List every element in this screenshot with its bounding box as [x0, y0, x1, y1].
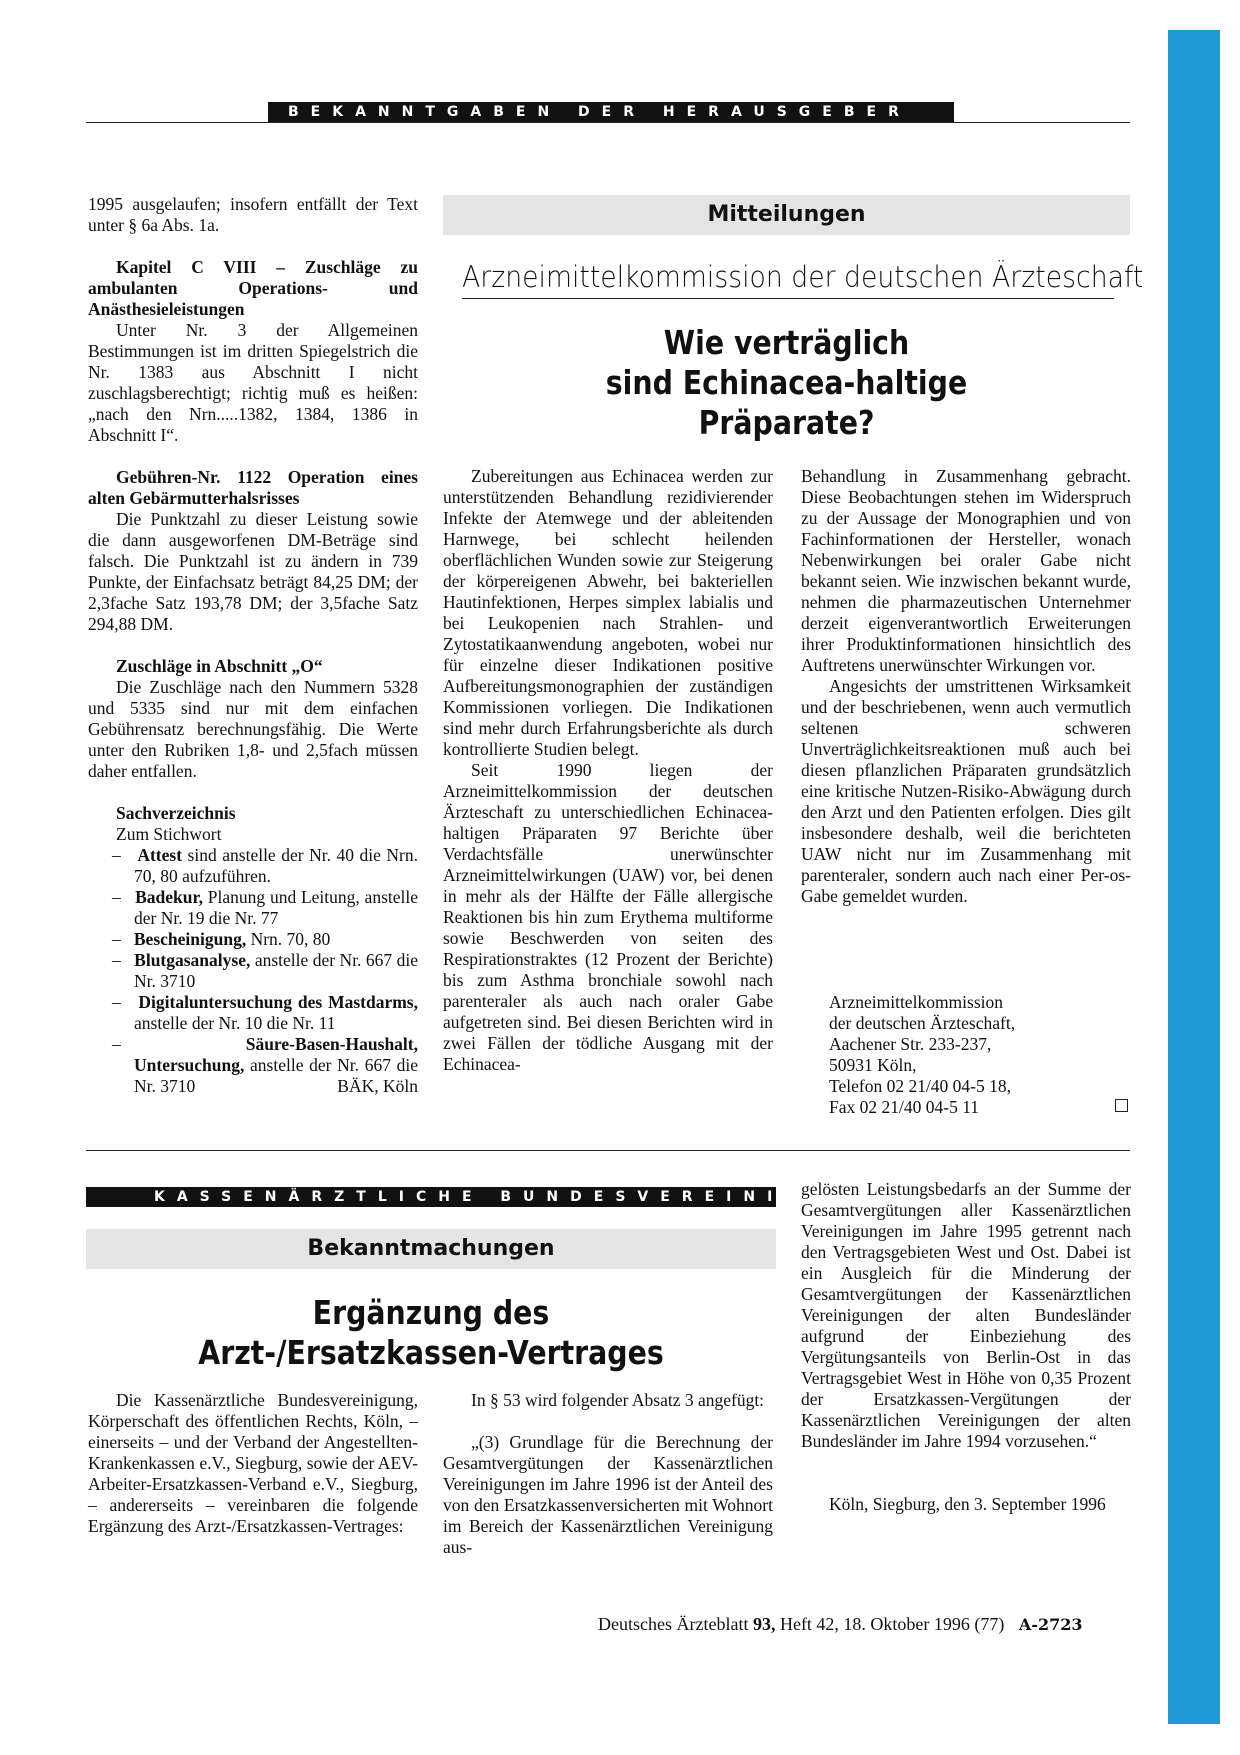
- sachverzeichnis-entry: – Digitaluntersuchung des Mastdarms, anstelle der Nr. 10 die Nr. 11: [112, 992, 418, 1033]
- kbv-column-3: [801, 1179, 1131, 1515]
- sachverzeichnis-entry: – Blutgasanalyse, anstelle der Nr. 667 die Nr. 3710: [112, 950, 418, 991]
- akdae-column-2: [801, 466, 1131, 907]
- left-paragraph: Zum Stichwort: [116, 824, 222, 844]
- header-rule: [86, 122, 1130, 123]
- entry-text: sind anstelle der Nr. 40 die Nrn. 70, 80 aufzuführen.: [134, 845, 419, 886]
- title-line: Präparate?: [698, 403, 875, 442]
- address-line: Fax 02 21/40 04-5 11: [829, 1097, 980, 1117]
- signature-baek: BÄK, Köln: [337, 1076, 418, 1096]
- entry-text: Planung und Leitung, anstelle der Nr. 19 die Nr. 77: [134, 887, 419, 928]
- end-mark-box: [1115, 1099, 1128, 1117]
- entry-keyword: Attest: [137, 845, 183, 865]
- sachverzeichnis-entry: – Attest sind anstelle der Nr. 40 die Nrn. 70, 80 aufzuführen.: [112, 845, 419, 886]
- left-paragraph: Unter Nr. 3 der Allgemeinen Bestimmungen ist im dritten Spiegelstrich die Nr. 1383 aus Abschnitt I nicht zuschlagsberechtigt; richtig muß es heißen: „nach den Nrn.....1382, 1384, 1386 in Abschnitt I“.: [88, 320, 418, 445]
- kbv-column-1: [88, 1390, 418, 1537]
- address-line: 50931 Köln,: [829, 1055, 917, 1075]
- entry-keyword: Digitaluntersuchung des Mastdarms,: [138, 992, 418, 1012]
- entry-text: anstelle der Nr. 10 die Nr. 11: [134, 1013, 336, 1033]
- kbv-label: KASSENÄRZTLICHE BUNDESVEREINIGUNG: [86, 1187, 776, 1207]
- source-rule: [462, 298, 1114, 299]
- address-line: der deutschen Ärzteschaft,: [829, 1013, 1016, 1033]
- left-column: [88, 194, 418, 1097]
- address-line: Telefon 02 21/40 04-5 18,: [829, 1076, 1012, 1096]
- title-line: Arzt-/Ersatzkassen-Vertrages: [198, 1333, 664, 1372]
- entry-text: anstelle der Nr. 667 die Nr. 3710: [134, 1055, 418, 1096]
- akdae-paragraph: Zubereitungen aus Echinacea werden zur unterstützenden Behandlung rezidivierender Infekte der Atemwege und der ableitenden Harnwege, bei schlecht heilenden oberflächlichen Wunden sowie zur Steigerung der körpereigenen Abwehr, bei bakteriellen Hautinfektionen, Herpes simplex labialis und bei Leukopenien nach Strahlen- und Zytostatikaanwendung angeboten, wobei nur für einzelne dieser Indikationen positive Aufbereitungsmonographien der zuständigen Kommissionen vorliegen. Die Indikationen sind mehr durch Erfahrungsberichte als durch kontrollierte Studien belegt.: [443, 466, 773, 759]
- entry-keyword: Säure-Basen-Haushalt, Untersuchung,: [134, 1034, 418, 1075]
- sachverzeichnis-entry: – Säure-Basen-Haushalt, Untersuchung, anstelle der Nr. 667 die Nr. 3710 BÄK, Köln: [112, 1034, 418, 1096]
- title-line: Ergänzung des: [312, 1293, 550, 1332]
- left-paragraph: Die Punktzahl zu dieser Leistung sowie die dann ausgeworfenen DM-Beträge sind falsch. Die Punktzahl ist zu ändern in 739 Punkte, der Einfachsatz beträgt 84,25 DM; der 2,3fache Satz 193,78 DM; der 3,5fache Satz 294,88 DM.: [88, 509, 418, 634]
- akdae-column-1: [443, 466, 773, 1075]
- entry-keyword: Blutgasanalyse,: [134, 950, 251, 970]
- section-label-bekanntmachungen: Bekanntmachungen: [86, 1229, 776, 1269]
- page-footer: [598, 1613, 1083, 1636]
- left-subheading: Kapitel C VIII – Zuschläge zu ambulanten Operations- und Anästhesieleistungen: [88, 257, 418, 319]
- left-paragraph: Die Zuschläge nach den Nummern 5328 und 5335 sind nur mit dem einfachen Gebührensatz berechnungsfähig. Die Werte unter den Rubriken 1,8- und 2,5fach müssen daher entfallen.: [88, 677, 418, 781]
- footer-journal: Deutsches Ärzteblatt: [598, 1614, 749, 1634]
- entry-keyword: Badekur,: [135, 887, 204, 907]
- address-line: Aachener Str. 233-237,: [829, 1034, 992, 1054]
- left-subheading: Sachverzeichnis: [116, 803, 236, 823]
- footer-page-number: A-2723: [1018, 1615, 1083, 1634]
- entry-text: anstelle der Nr. 667 die Nr. 3710: [134, 950, 418, 991]
- article-title-echinacea: [491, 323, 1082, 443]
- entry-keyword: Bescheinigung,: [133, 929, 247, 949]
- akdae-paragraph: Seit 1990 liegen der Arzneimittelkommission der deutschen Ärzteschaft zu unterschiedlichen Echinacea-haltigen Präparaten 97 Berichte über Verdachtsfälle unerwünschter Arzneimittelwirkungen (UAW) vor, bei denen in mehr als der Hälfte der Fälle allergische Reaktionen bis hin zum Erythema multiforme sowie Beschwerden von seiten des Respirationstraktes (12 Prozent der Berichte) bis zum Asthma bronchiale sowohl nach parenteraler als auch nach oraler Gabe aufgetreten sind. Bei diesen Berichten wird in zwei Fällen der tödliche Ausgang mit der Echinacea-: [443, 760, 773, 1074]
- kbv-paragraph-1: Die Kassenärztliche Bundesvereinigung, Körperschaft des öffentlichen Rechts, Köln, – einerseits – und der Verband der Angestellten-Krankenkassen e.V., Siegburg, sowie der AEV-Arbeiter-Ersatzkassen-Verband e.V., Siegburg, – andererseits – vereinbaren die folgende Ergänzung des Arzt-/Ersatzkassen-Vertrages:: [88, 1390, 418, 1536]
- section-label-mitteilungen: Mitteilungen: [443, 195, 1130, 235]
- akdae-paragraph: Behandlung in Zusammenhang gebracht. Diese Beobachtungen stehen im Widerspruch zu der Aussage der Monographien und von Fachinformationen der Hersteller, wonach Nebenwirkungen bei oraler Gabe nicht bekannt seien. Wie inzwischen bekannt wurde, nehmen die pharmazeutischen Unternehmer derzeit eigenverantwortlich Erweiterungen ihrer Produktinformationen hinsichtlich des Auftretens unerwünschter Wirkungen vor.: [801, 466, 1131, 675]
- kbv-paragraph-intro: In § 53 wird folgender Absatz 3 angefügt:: [471, 1390, 765, 1410]
- section-separator: [86, 1150, 1130, 1151]
- sachverzeichnis-entry: – Bescheinigung, Nrn. 70, 80: [112, 929, 331, 949]
- footer-volume: 93,: [752, 1614, 776, 1634]
- kbv-column-2: [443, 1390, 773, 1558]
- title-line: Wie verträglich: [663, 323, 910, 362]
- footer-issue: Heft 42, 18. Oktober 1996 (77): [779, 1614, 1005, 1634]
- article-title-ergaenzung: [134, 1293, 727, 1373]
- akdae-paragraph: Angesichts der umstrittenen Wirksamkeit und der beschriebenen, wenn auch vermutlich seltenen schweren Unverträglichkeitsreaktionen muß auch bei diesen pflanzlichen Präparaten grundsätzlich eine kritische Nutzen-Risiko-Abwägung durch den Arzt und den Patienten erfolgen. Dies gilt insbesondere deshalb, weil die berichteten UAW nicht nur im Zusammenhang mit parenteraler, sondern auch nach einer Per-os-Gabe gemeldet wurden.: [801, 676, 1131, 906]
- header-label: BEKANNTGABEN DER HERAUSGEBER: [268, 102, 954, 122]
- blue-edge-bar: [1168, 30, 1220, 1724]
- akdae-address: [829, 992, 1129, 1118]
- left-paragraph: 1995 ausgelaufen; insofern entfällt der Text unter § 6a Abs. 1a.: [88, 194, 418, 235]
- source-heading: Arzneimittelkommission der deutschen Ärzteschaft: [462, 260, 1144, 294]
- kbv-paragraph-quote: „(3) Grundlage für die Berechnung der Gesamtvergütungen der Kassenärztlichen Vereinigungen im Jahre 1996 ist der Anteil des von den Ersatzkassenversicherten mit Wohnort im Bereich der Kassenärztlichen Vereinigung aus-: [443, 1432, 773, 1557]
- kbv-signature: Köln, Siegburg, den 3. September 1996: [829, 1494, 1106, 1514]
- left-subheading: Zuschläge in Abschnitt „O“: [116, 656, 323, 676]
- sachverzeichnis-entry: – Badekur, Planung und Leitung, anstelle der Nr. 19 die Nr. 77: [112, 887, 419, 928]
- title-line: sind Echinacea-haltige: [605, 363, 968, 402]
- address-line: Arzneimittelkommission: [829, 992, 1004, 1012]
- kbv-paragraph-continuation: gelösten Leistungsbedarfs an der Summe der Gesamtvergütungen aller Kassenärztlichen Vereinigungen im Jahre 1995 getrennt nach den Vertragsgebieten West und Ost. Dabei ist ein Ausgleich für die Minderung der Gesamtvergütungen der Kassenärztlichen Vereinigungen der alten Bundesländer aufgrund der Einbeziehung des Vergütungsanteils von Berlin-Ost in das Vertragsgebiet West in Höhe von 0,35 Prozent der Ersatzkassen-Vergütungen der Kassenärztlichen Vereinigungen der alten Bundesländer im Jahre 1994 vorzusehen.“: [801, 1179, 1131, 1451]
- entry-text: Nrn. 70, 80: [246, 929, 331, 949]
- left-subheading: Gebühren-Nr. 1122 Operation eines alten Gebärmutterhalsrisses: [88, 467, 418, 508]
